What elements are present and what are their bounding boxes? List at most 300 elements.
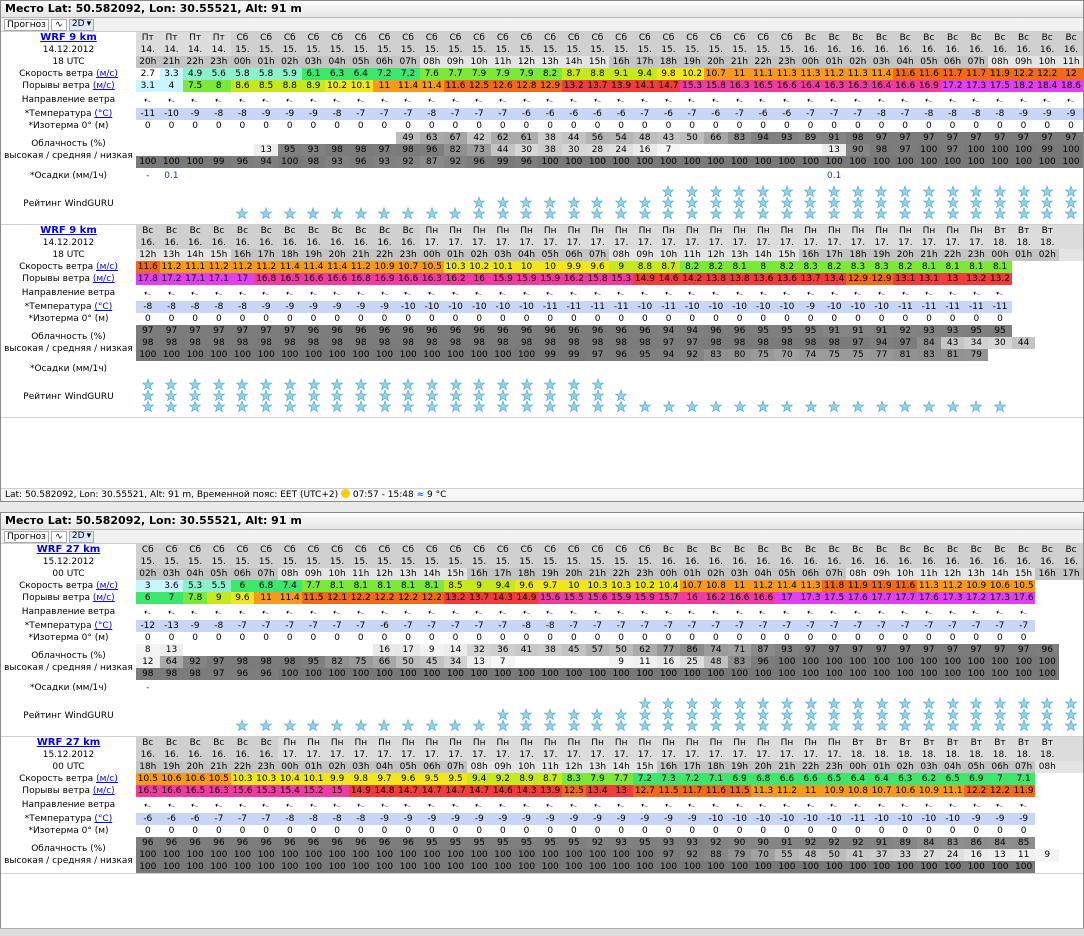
rating-cell bbox=[846, 377, 870, 417]
date-cell: 16. bbox=[964, 44, 988, 56]
iso-label: *Изотерма 0° (м) bbox=[28, 826, 109, 836]
cloud-low-cell: 100 bbox=[373, 349, 397, 361]
cloud-low-cell: 100 bbox=[1059, 156, 1083, 168]
wind-speed-cell: 2.7 bbox=[136, 68, 160, 80]
forecast-tab[interactable]: Прогноз bbox=[4, 531, 49, 543]
view-mode-select[interactable] bbox=[69, 531, 94, 543]
day-cell: Пт bbox=[207, 32, 231, 44]
wind-speed-cell: 11.9 bbox=[847, 581, 868, 591]
isotherm-cell: 0 bbox=[168, 314, 175, 324]
model-link[interactable]: WRF 27 km bbox=[36, 737, 101, 748]
temperature-cell: -9 bbox=[302, 301, 326, 313]
isotherm-cell: 0 bbox=[594, 314, 601, 324]
day-cell: Вт bbox=[941, 737, 965, 749]
hour-cell: 19h bbox=[302, 249, 326, 261]
isotherm-cell: 0 bbox=[310, 633, 317, 643]
temperature-cell: -6 bbox=[183, 813, 207, 825]
wind-speed-cell: 9.7 bbox=[538, 580, 562, 592]
model-link[interactable]: WRF 27 km bbox=[36, 544, 101, 555]
precipitation-cell bbox=[680, 168, 704, 184]
rating-star-icon bbox=[521, 401, 532, 412]
cloud-low-cell: 100 bbox=[325, 668, 349, 680]
date-cell: 16. bbox=[941, 556, 965, 568]
wind-speed-cell: 7.9 bbox=[491, 68, 515, 80]
cloud-low-cell: 100 bbox=[822, 156, 846, 168]
cloud-mid-cell: 28 bbox=[586, 144, 610, 156]
temperature-cell: -7 bbox=[728, 108, 752, 120]
isotherm-cell bbox=[1035, 313, 1059, 325]
cloud-high-cell bbox=[349, 644, 373, 656]
gust-unit-link[interactable]: (м/с) bbox=[92, 274, 115, 284]
cloud-low-cell: 100 bbox=[775, 156, 799, 168]
rating-star-icon bbox=[616, 720, 627, 731]
rating-star-icon bbox=[213, 401, 224, 412]
chart-icon[interactable]: ∿ bbox=[51, 19, 67, 31]
isotherm-cell: 0 bbox=[926, 633, 932, 643]
temperature-cell: -6 bbox=[562, 108, 586, 120]
rating-star-icon bbox=[805, 186, 816, 197]
cloud-mid-row bbox=[1, 337, 1083, 349]
day-cell: Вс bbox=[988, 544, 1012, 556]
rating-cell bbox=[444, 184, 468, 224]
cloud-mid-cell: 100 bbox=[160, 849, 184, 861]
isotherm-row bbox=[1, 313, 1083, 325]
rating-star-icon bbox=[781, 186, 792, 197]
isotherm-cell: 0 bbox=[665, 314, 672, 324]
isotherm-cell: 0 bbox=[807, 314, 814, 324]
wind-speed-cell: 8.1 bbox=[917, 261, 941, 273]
rating-cell bbox=[799, 377, 823, 417]
run-date: 14.12.2012 bbox=[42, 238, 95, 248]
hour-cell: 04h bbox=[325, 56, 349, 68]
cloud-low-cell: 100 bbox=[136, 156, 160, 168]
cloud-high-cell: 96 bbox=[633, 325, 657, 337]
rating-star-icon bbox=[521, 208, 532, 219]
row-label bbox=[1, 785, 136, 797]
cloud-label: Облачность (%) bbox=[31, 844, 106, 854]
precipitation-cell bbox=[538, 361, 562, 377]
isotherm-cell: 0 bbox=[239, 826, 246, 836]
cloud-mid-cell bbox=[1059, 656, 1083, 668]
cloud-low-cell: 100 bbox=[467, 861, 491, 873]
wind-arrow-icon: ➝ bbox=[308, 94, 319, 106]
wind-gust-cell: 16.6 bbox=[161, 786, 182, 796]
cloud-high-cell: 96 bbox=[1035, 644, 1059, 656]
cloud-high-cell: 94 bbox=[680, 325, 704, 337]
isotherm-cell: 0 bbox=[168, 826, 175, 836]
rating-star-icon bbox=[474, 401, 485, 412]
wind-speed-cell: 8.3 bbox=[799, 261, 823, 273]
cloud-low-cell: 100 bbox=[207, 861, 231, 873]
date-cell: 17. bbox=[325, 749, 349, 761]
temp-unit-link[interactable]: (°C) bbox=[94, 302, 113, 312]
wind-label: Скорость ветра bbox=[19, 262, 94, 272]
precipitation-cell bbox=[917, 168, 941, 184]
temp-unit-link[interactable]: (°C) bbox=[94, 621, 113, 631]
view-mode-select[interactable] bbox=[69, 19, 94, 31]
isotherm-cell: 0 bbox=[452, 826, 459, 836]
wind-arrow-icon: ➝ bbox=[686, 799, 698, 811]
cloud-low-cell: 98 bbox=[136, 668, 160, 680]
isotherm-cell: 0 bbox=[949, 314, 956, 324]
day-cell: Пн bbox=[491, 737, 515, 749]
cloud-mid-cell: 100 bbox=[1059, 144, 1083, 156]
date-cell: 17. bbox=[562, 749, 586, 761]
gust-unit-link[interactable]: (м/с) bbox=[92, 593, 115, 603]
temperature-cell: -7 bbox=[846, 108, 870, 120]
day-cell: Сб bbox=[444, 32, 468, 44]
day-cell: Сб bbox=[562, 32, 586, 44]
precipitation-cell bbox=[775, 680, 799, 696]
wind-arrow-icon: ➝ bbox=[379, 799, 390, 811]
rating-star-icon bbox=[616, 208, 627, 219]
day-cell: Пн bbox=[657, 737, 681, 749]
hour-cell: 14h bbox=[609, 761, 633, 773]
precip-label: *Осадки (мм/1ч) bbox=[29, 171, 108, 181]
model-link[interactable]: WRF 9 km bbox=[40, 225, 97, 236]
precipitation-cell bbox=[349, 680, 373, 696]
day-cell: Пн bbox=[562, 737, 586, 749]
hour-cell: 11h bbox=[491, 56, 515, 68]
cloud-high-cell: 90 bbox=[751, 837, 775, 849]
hour-cell: 12h bbox=[941, 568, 965, 580]
cloud-mid-cell: 100 bbox=[538, 849, 562, 861]
precipitation-cell bbox=[609, 680, 633, 696]
wind-arrow-icon: ➝ bbox=[568, 606, 580, 618]
rating-star-icon bbox=[261, 401, 272, 412]
hour-cell: 10h bbox=[467, 56, 491, 68]
day-cell: Пн bbox=[751, 737, 775, 749]
date-cell: 17. bbox=[491, 749, 515, 761]
wind-speed-cell: 9.2 bbox=[491, 773, 515, 785]
hour-cell: 10h bbox=[515, 761, 539, 773]
temperature-cell: -8 bbox=[941, 108, 965, 120]
rating-cell bbox=[917, 696, 941, 736]
day-cell: Пн bbox=[278, 737, 302, 749]
run-utc: 18 UTC bbox=[52, 57, 85, 67]
wind-arrow-icon: ➝ bbox=[450, 799, 461, 811]
window-bottom-bar bbox=[0, 928, 1084, 936]
date-cell bbox=[1059, 237, 1083, 249]
cloud-mid-cell: 11 bbox=[633, 656, 657, 668]
row-label bbox=[1, 92, 136, 108]
rating-star-icon bbox=[616, 390, 627, 401]
cloud-high-cell: 38 bbox=[538, 644, 562, 656]
chart-icon[interactable]: ∿ bbox=[51, 531, 67, 543]
cloud-high-cell bbox=[278, 132, 302, 144]
isotherm-cell: 0 bbox=[571, 826, 577, 836]
rating-star-icon bbox=[426, 401, 437, 412]
forecast-block bbox=[1, 32, 1083, 225]
wind-arrow-icon: ➝ bbox=[331, 799, 343, 811]
hour-cell: 22h bbox=[609, 568, 633, 580]
date-cell: 17. bbox=[822, 749, 846, 761]
isotherm-cell: 0 bbox=[689, 121, 695, 131]
hour-cell: 00h bbox=[420, 249, 444, 261]
date-cell: 16. bbox=[822, 556, 846, 568]
temp-unit-link[interactable]: (°C) bbox=[94, 109, 113, 119]
date-cell: 15. bbox=[609, 44, 633, 56]
date-cell: 15. bbox=[633, 44, 657, 56]
gust-unit-link[interactable]: (м/с) bbox=[92, 81, 115, 91]
row-label bbox=[1, 108, 136, 120]
date-cell: 15. bbox=[302, 556, 326, 568]
wind-gust-cell: 10.7 bbox=[871, 786, 892, 796]
wind-speed-cell: 11.2 bbox=[208, 262, 229, 272]
day-cell: Пн bbox=[349, 737, 373, 749]
date-cell: 16. bbox=[349, 237, 373, 249]
cloud-high-cell: 44 bbox=[562, 132, 586, 144]
day-row bbox=[1, 737, 1083, 749]
rating-star-icon bbox=[592, 709, 603, 720]
precipitation-cell bbox=[325, 680, 349, 696]
cloud-mid-cell bbox=[799, 144, 823, 156]
wind-unit-link[interactable]: (м/с) bbox=[96, 262, 118, 272]
date-cell: 15. bbox=[231, 556, 255, 568]
wind-unit-link[interactable]: (м/с) bbox=[96, 774, 118, 784]
hour-cell: 16h bbox=[467, 568, 491, 580]
cloud-mid-cell: 100 bbox=[893, 656, 917, 668]
cloud-high-cell: 97 bbox=[1012, 132, 1036, 144]
cloud-high-cell bbox=[1035, 325, 1059, 337]
date-cell: 17. bbox=[609, 749, 633, 761]
wind-gust-cell: 17.3 bbox=[800, 593, 821, 603]
wind-speed-cell: 10.7 bbox=[398, 262, 419, 272]
day-cell: Пн bbox=[586, 225, 610, 237]
wind-gust-cell: 16.6 bbox=[327, 274, 348, 284]
rating-star-icon bbox=[639, 709, 650, 720]
date-cell: 16. bbox=[917, 556, 941, 568]
wind-speed-cell: 11.2 bbox=[942, 581, 963, 591]
rating-star-icon bbox=[805, 208, 816, 219]
rating-star-icon bbox=[687, 401, 698, 412]
isotherm-cell: 0 bbox=[547, 826, 554, 836]
wind-gust-cell: 12.2 bbox=[398, 593, 419, 603]
isotherm-cell: 0 bbox=[713, 314, 719, 324]
wind-arrow-icon: ➝ bbox=[947, 94, 958, 106]
rating-star-icon bbox=[758, 401, 769, 412]
hour-cell: 20h bbox=[704, 56, 728, 68]
day-cell: Сб bbox=[633, 544, 657, 556]
precipitation-cell bbox=[1059, 168, 1083, 184]
direction-label: Направление ветра bbox=[21, 607, 116, 617]
hour-cell: 23h bbox=[254, 761, 278, 773]
wind-gust-cell: 12.1 bbox=[327, 593, 348, 603]
date-cell: 18. bbox=[964, 749, 988, 761]
cloud-low-cell: 100 bbox=[538, 668, 562, 680]
forecast-tab[interactable]: Прогноз bbox=[4, 19, 49, 31]
hour-cell: 23h bbox=[964, 249, 988, 261]
rating-star-icon bbox=[900, 186, 911, 197]
day-cell: Сб bbox=[609, 544, 633, 556]
wind-speed-cell: 7.7 bbox=[444, 68, 468, 80]
hour-cell: 04h bbox=[941, 761, 965, 773]
rating-cell bbox=[160, 696, 184, 736]
rating-star-icon bbox=[994, 401, 1005, 412]
wind-speed-cell: 8.1 bbox=[988, 261, 1012, 273]
temperature-cell bbox=[1035, 620, 1059, 632]
cloud-mid-cell: 16 bbox=[633, 144, 657, 156]
hour-cell: 16h bbox=[231, 249, 255, 261]
date-cell: 16. bbox=[1059, 44, 1083, 56]
rating-cell bbox=[870, 696, 894, 736]
gust-unit-link[interactable]: (м/с) bbox=[92, 786, 115, 796]
wind-gust-cell: 14.7 bbox=[658, 81, 679, 91]
cloud-mid-cell: 13 bbox=[988, 849, 1012, 861]
wind-arrow-icon: ➝ bbox=[544, 287, 556, 299]
rating-cell bbox=[231, 696, 255, 736]
rating-star-icon bbox=[994, 186, 1005, 197]
wind-arrow-icon: ➝ bbox=[544, 799, 556, 811]
cloud-mid-cell: 98 bbox=[278, 337, 302, 349]
rating-cell bbox=[704, 696, 728, 736]
day-cell: Сб bbox=[515, 544, 539, 556]
temperature-row bbox=[1, 620, 1083, 632]
date-cell: 16. bbox=[775, 556, 799, 568]
temperature-cell: -9 bbox=[633, 813, 657, 825]
day-cell: Сб bbox=[373, 32, 397, 44]
day-cell: Пн bbox=[728, 225, 752, 237]
cloud-high-cell bbox=[325, 644, 349, 656]
cloud-mid-cell: 64 bbox=[160, 656, 184, 668]
date-cell: 16. bbox=[183, 237, 207, 249]
model-link[interactable]: WRF 9 km bbox=[40, 32, 97, 43]
rating-star-icon bbox=[166, 390, 177, 401]
wind-gust-cell: 13.9 bbox=[611, 81, 632, 91]
temperature-cell: -6 bbox=[586, 108, 610, 120]
hour-cell: 23h bbox=[396, 249, 420, 261]
rating-star-icon bbox=[687, 186, 698, 197]
wind-gust-cell: 17.1 bbox=[185, 274, 206, 284]
temperature-cell: -11 bbox=[893, 301, 917, 313]
cloud-low-cell: 83 bbox=[704, 349, 728, 361]
wind-arrow-icon: ➝ bbox=[355, 606, 367, 618]
wind-gust-cell: 17.6 bbox=[918, 593, 939, 603]
precipitation-cell bbox=[160, 361, 184, 377]
cloud-low-cell: 100 bbox=[917, 156, 941, 168]
day-cell: Вс bbox=[870, 32, 894, 44]
day-cell: Вс bbox=[680, 544, 704, 556]
rating-star-icon bbox=[355, 390, 366, 401]
cloud-high-cell: 95 bbox=[562, 837, 586, 849]
cloud-high-cell: 17 bbox=[396, 644, 420, 656]
hour-cell: 21h bbox=[349, 249, 373, 261]
cloud-mid-cell: 16 bbox=[657, 656, 681, 668]
precipitation-cell bbox=[633, 361, 657, 377]
rating-cell bbox=[657, 184, 681, 224]
day-cell: Пн bbox=[491, 225, 515, 237]
isotherm-cell: 0 bbox=[594, 633, 601, 643]
wind-gust-cell: 14.9 bbox=[634, 274, 655, 284]
wind-arrow-icon: ➝ bbox=[615, 606, 627, 618]
wind-unit-link[interactable]: (м/с) bbox=[96, 69, 118, 79]
cloud-mid-cell: 43 bbox=[941, 337, 965, 349]
temperature-cell: -9 bbox=[373, 301, 397, 313]
rating-star-icon bbox=[829, 186, 840, 197]
cloud-label: Облачность (%) bbox=[31, 139, 106, 149]
rating-star-icon bbox=[900, 698, 911, 709]
cloud-low-cell: 100 bbox=[231, 349, 255, 361]
wind-arrow-icon: ➝ bbox=[757, 94, 769, 106]
temp-unit-link[interactable]: (°C) bbox=[94, 814, 113, 824]
rating-cell bbox=[1035, 377, 1059, 417]
cloud-high-cell: 96 bbox=[444, 325, 468, 337]
cloud-high-cell: 16 bbox=[373, 644, 397, 656]
direction-label: Направление ветра bbox=[21, 95, 116, 105]
cloud-high-cell bbox=[302, 644, 326, 656]
cloud-high-cell: 97 bbox=[917, 132, 941, 144]
cloud-high-cell: 96 bbox=[396, 837, 420, 849]
precipitation-cell bbox=[1035, 361, 1059, 377]
temperature-cell: -7 bbox=[396, 108, 420, 120]
wind-gust-cell: 13.6 bbox=[753, 274, 774, 284]
cloud-high-cell: 97 bbox=[799, 644, 823, 656]
cloud-low-cell: 100 bbox=[491, 668, 515, 680]
cloud-high-cell: 95 bbox=[538, 837, 562, 849]
wind-speed-cell: 11.9 bbox=[871, 581, 892, 591]
cloud-high-cell bbox=[183, 132, 207, 144]
precipitation-cell bbox=[444, 361, 468, 377]
wind-gust-cell bbox=[1012, 273, 1036, 285]
rating-star-icon bbox=[261, 390, 272, 401]
day-cell: Вс bbox=[160, 737, 184, 749]
rating-star-icon bbox=[237, 208, 248, 219]
precipitation-cell bbox=[657, 680, 681, 696]
precipitation-cell bbox=[964, 168, 988, 184]
wind-speed-cell: 7.3 bbox=[657, 773, 681, 785]
hour-cell: 17h bbox=[822, 249, 846, 261]
date-cell: 17. bbox=[515, 237, 539, 249]
hour-cell: 20h bbox=[562, 568, 586, 580]
wind-arrow-icon: ➝ bbox=[426, 287, 438, 299]
day-cell: Вс bbox=[1035, 32, 1059, 44]
cloud-low-cell bbox=[1059, 349, 1083, 361]
cloud-mid-cell: 97 bbox=[373, 144, 397, 156]
rating-cell bbox=[941, 696, 965, 736]
day-cell: Вс bbox=[941, 32, 965, 44]
rating-cell bbox=[728, 696, 752, 736]
isotherm-cell: 0 bbox=[594, 826, 601, 836]
hour-row bbox=[1, 56, 1083, 68]
wind-unit-link[interactable]: (м/с) bbox=[96, 581, 118, 591]
temperature-cell: -8 bbox=[988, 108, 1012, 120]
date-cell: 17. bbox=[444, 237, 468, 249]
cloud-high-cell: 8 bbox=[136, 644, 160, 656]
date-cell: 16. bbox=[846, 556, 870, 568]
date-row bbox=[1, 749, 1083, 761]
date-cell: 15. bbox=[325, 556, 349, 568]
rating-star-icon bbox=[1018, 709, 1029, 720]
rating-star-icon bbox=[947, 208, 958, 219]
precipitation-cell: - bbox=[146, 171, 150, 181]
rating-cell bbox=[278, 696, 302, 736]
isotherm-cell: 0 bbox=[286, 826, 293, 836]
temperature-cell: -9 bbox=[373, 813, 397, 825]
cloud-mid-cell bbox=[538, 656, 562, 668]
rating-cell bbox=[988, 696, 1012, 736]
wind-speed-cell: 9.1 bbox=[609, 68, 633, 80]
cloud-high-cell: 94 bbox=[751, 132, 775, 144]
rating-star-icon bbox=[521, 709, 532, 720]
wind-speed-cell: 11.3 bbox=[800, 581, 821, 591]
hour-cell: 16h bbox=[609, 56, 633, 68]
temperature-cell: -10 bbox=[799, 813, 823, 825]
precipitation-cell bbox=[183, 361, 207, 377]
day-cell: Пт bbox=[160, 32, 184, 44]
cloud-low-cell: 100 bbox=[491, 861, 515, 873]
wind-gust-cell bbox=[1035, 785, 1059, 797]
hour-cell: 18h bbox=[846, 249, 870, 261]
